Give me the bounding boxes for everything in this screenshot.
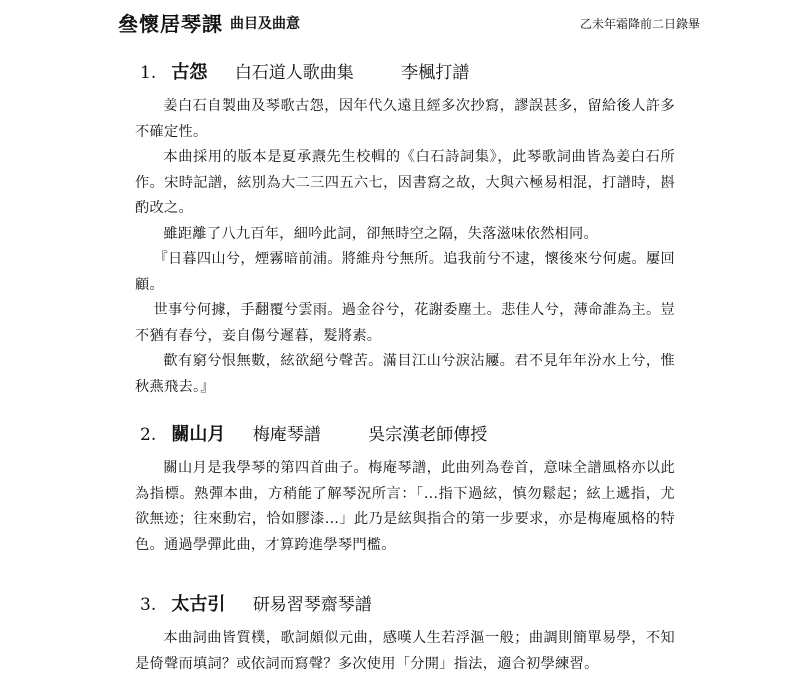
- piece-source: 白石道人歌曲集: [234, 63, 354, 83]
- header-date: 乙未年霜降前二日錄畢: [579, 17, 700, 31]
- page-header: [118, 8, 700, 38]
- paragraph: 關山月是我學琴的第四首曲子。梅庵琴譜，此曲列為卷首，意味全譜風格亦以此為指標。熟彈本曲，方稍能了解琴況所言：「...指下過絃，慎勿鬆起；絃上遞指，尤欲無迹；往來動宕，恰如膠漆…」此乃是絃與指合的第一步要求，亦是梅庵風格的特色。通過學彈此曲，才算跨進學琴門檻。: [135, 460, 675, 553]
- section-heading: [140, 420, 680, 452]
- paragraph: 姜白石自製曲及琴歌古怨，因年代久遠且經多次抄寫，謬誤甚多，留給後人許多不確定性。: [135, 98, 675, 140]
- section-number: 3.: [140, 595, 157, 615]
- section-3: [135, 590, 680, 673]
- piece-title: 太古引: [171, 594, 226, 615]
- piece-transcriber: 李楓打譜: [401, 63, 470, 83]
- paragraph: 本曲詞曲皆質樸，歌詞頗似元曲，感嘆人生若浮漚一般；曲調則簡單易學，不知是倚聲而填詞？或依詞而寫聲？多次使用「分開」指法，適合初學練習。: [135, 630, 675, 672]
- section-number: 2.: [140, 425, 157, 445]
- section-heading: [140, 58, 680, 90]
- paragraph: 本曲採用的版本是夏承燾先生校輯的《白石詩詞集》，此琴歌詞曲皆為姜白石所作。宋時記譜，絃別為大二三四五六七，因書寫之故，大與六極易相混，打譜時，斟酌改之。: [135, 149, 675, 216]
- section-heading: [140, 590, 680, 622]
- header-title: 叄懷居琴課: [118, 12, 223, 36]
- lyrics-paragraph: 世事兮何據，手翻覆兮雲雨。過金谷兮，花謝委塵土。悲佳人兮，薄命誰為主。豈不猶有春兮，妾自傷兮遲暮，髮將素。: [135, 302, 676, 344]
- piece-title: 關山月: [171, 424, 226, 445]
- header-subtitle: 曲目及曲意: [230, 16, 300, 32]
- section-2: [135, 420, 680, 554]
- piece-title: 古怨: [171, 62, 208, 83]
- section-1: [135, 58, 680, 396]
- piece-source: 梅庵琴譜: [252, 425, 321, 445]
- paragraph: 雖距離了八九百年，細吟此詞，卻無時空之隔，失落滋味依然相同。: [163, 225, 599, 242]
- section-number: 1.: [140, 63, 157, 83]
- lyrics-paragraph: 『日暮四山兮，煙霧暗前浦。將維舟兮無所。追我前兮不逮，懷後來兮何處。屢回顧。: [135, 251, 676, 293]
- piece-transcriber: 吳宗漢老師傳授: [368, 425, 488, 445]
- piece-source: 研易習琴齋琴譜: [252, 595, 372, 615]
- lyrics-paragraph: 歡有窮兮恨無數，絃欲絕兮聲苦。滿目江山兮淚沾屨。君不見年年汾水上兮，惟秋燕飛去。』: [135, 353, 675, 395]
